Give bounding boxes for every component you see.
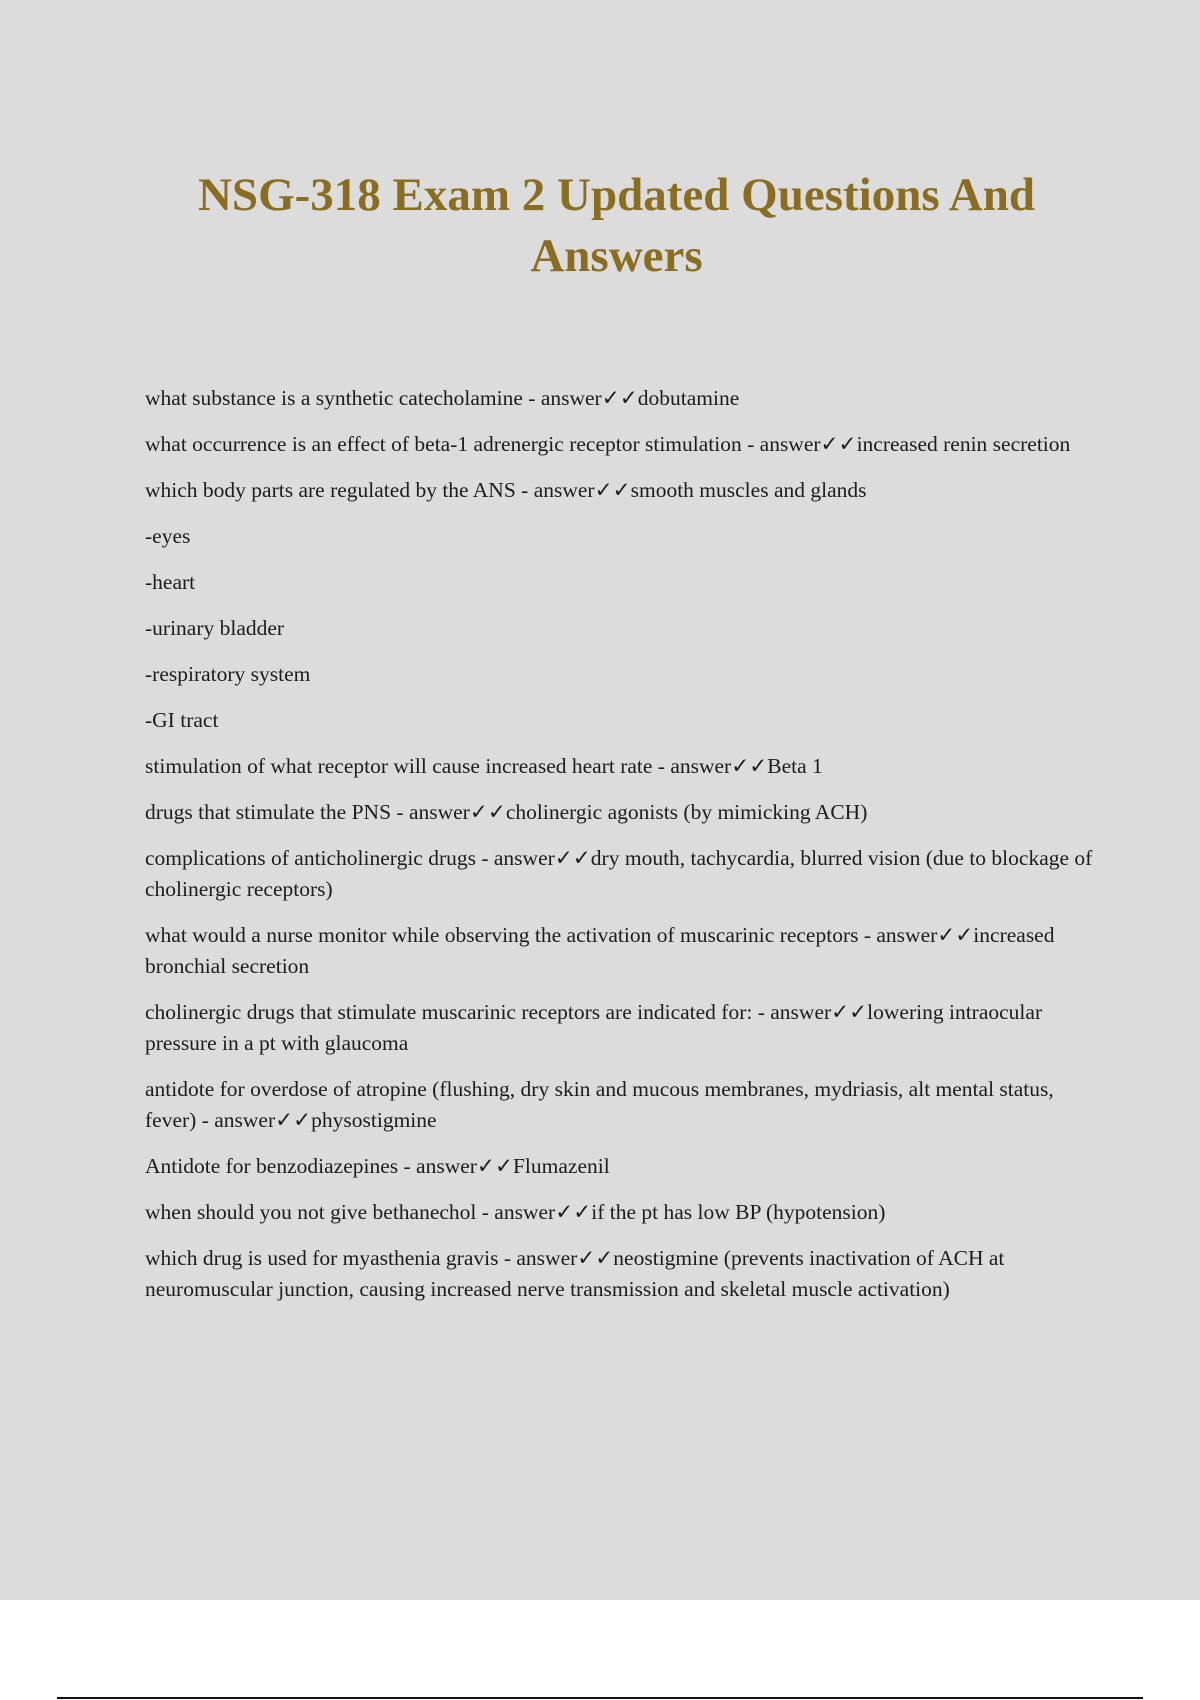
footer-divider: [57, 1697, 1143, 1699]
qa-item: antidote for overdose of atropine (flushing, dry skin and mucous membranes, mydriasis, alt mental status, fever) - answer✓✓physostigmine: [145, 1077, 1054, 1132]
qa-item: cholinergic drugs that stimulate muscarinic receptors are indicated for: - answer✓✓lowering intraocular pressure in a pt with glaucoma: [145, 1000, 1043, 1055]
qa-item: when should you not give bethanechol - answer✓✓if the pt has low BP (hypotension): [145, 1200, 886, 1224]
qa-list-item: -GI tract: [145, 708, 219, 732]
qa-list-item: -eyes: [145, 524, 191, 548]
qa-item: complications of anticholinergic drugs - answer✓✓dry mouth, tachycardia, blurred vision (due to blockage of cholinergic receptors): [145, 846, 1093, 901]
question-answer-list: [145, 383, 1100, 1320]
qa-list-item: -heart: [145, 570, 196, 594]
qa-item: Antidote for benzodiazepines - answer✓✓Flumazenil: [145, 1154, 610, 1178]
qa-item: which body parts are regulated by the ANS - answer✓✓smooth muscles and glands: [145, 478, 867, 502]
qa-item: what would a nurse monitor while observing the activation of muscarinic receptors - answer✓✓increased bronchial secretion: [145, 923, 1055, 978]
document-title: NSG-318 Exam 2 Updated Questions And Answers: [197, 169, 1036, 282]
qa-list-item: -respiratory system: [145, 662, 311, 686]
qa-item: what substance is a synthetic catecholamine - answer✓✓dobutamine: [145, 386, 740, 410]
qa-list-item: -urinary bladder: [145, 616, 285, 640]
qa-item: stimulation of what receptor will cause increased heart rate - answer✓✓Beta 1: [145, 754, 823, 778]
qa-item: what occurrence is an effect of beta-1 adrenergic receptor stimulation - answer✓✓increased renin secretion: [145, 432, 1071, 456]
qa-item: which drug is used for myasthenia gravis - answer✓✓neostigmine (prevents inactivation of ACH at neuromuscular junction, causing increased nerve transmission and skeletal muscle activation): [145, 1246, 1005, 1301]
qa-item: drugs that stimulate the PNS - answer✓✓cholinergic agonists (by mimicking ACH): [145, 800, 868, 824]
